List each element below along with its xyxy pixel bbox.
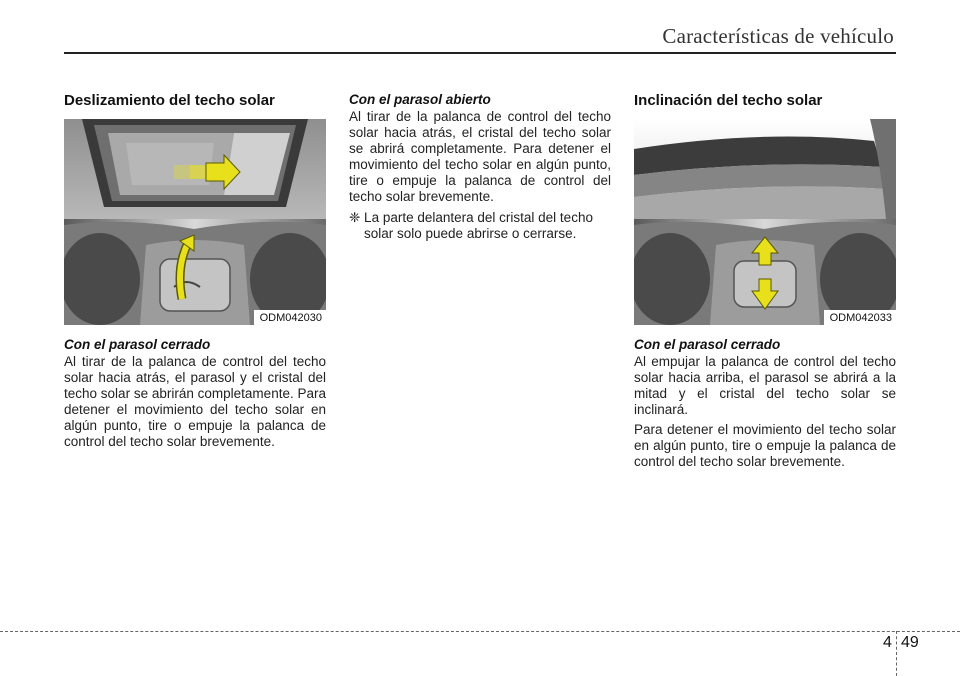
section-heading-sliding: Deslizamiento del techo solar: [64, 92, 275, 109]
header-title: Características de vehículo: [662, 24, 894, 48]
sub-heading-parasol-closed: Con el parasol cerrado: [634, 337, 781, 352]
note: ❈ La parte delantera del cristal del techo solar solo puede abrirse o cerrarse.: [349, 210, 593, 241]
column-sliding: [64, 92, 326, 454]
sunroof-tilt-illustration: [634, 119, 896, 325]
column-parasol-open: [349, 92, 611, 246]
section-heading-tilt: Inclinación del techo solar: [634, 92, 823, 109]
column-tilt: [634, 92, 896, 474]
paragraph: Al empujar la palanca de control del techo solar hacia arriba, el parasol se abrirá a la mitad y el cristal del techo solar se inclinará.: [634, 354, 896, 417]
page-divider: [896, 631, 897, 676]
page-number: 49: [901, 634, 919, 651]
figure-label: ODM042033: [824, 310, 896, 325]
figure-sunroof-sliding: [64, 119, 326, 325]
sub-heading-parasol-closed: Con el parasol cerrado: [64, 337, 211, 352]
footer-rule: [0, 631, 960, 632]
header-rule: [64, 52, 896, 54]
sunroof-sliding-illustration: [64, 119, 326, 325]
paragraph: Al tirar de la palanca de control del techo solar hacia atrás, el parasol y el cristal del techo solar se abrirán completamente. Para detener el movimiento del techo solar en algún punto, tire o empuje la palanca de control del techo solar brevemente.: [64, 354, 326, 449]
paragraph: Para detener el movimiento del techo solar en algún punto, tire o empuje la palanca de control del techo solar brevemente.: [634, 422, 896, 469]
sub-heading-parasol-open: Con el parasol abierto: [349, 92, 491, 107]
paragraph: Al tirar de la palanca de control del techo solar hacia atrás, el cristal del techo solar se abrirá completamente. Para detener el movimiento del techo solar en algún punto, tire o empuje la palanca de control del techo solar brevemente.: [349, 109, 611, 204]
figure-label: ODM042030: [254, 310, 326, 325]
figure-sunroof-tilt: [634, 119, 896, 325]
chapter-number: 4: [883, 634, 892, 651]
